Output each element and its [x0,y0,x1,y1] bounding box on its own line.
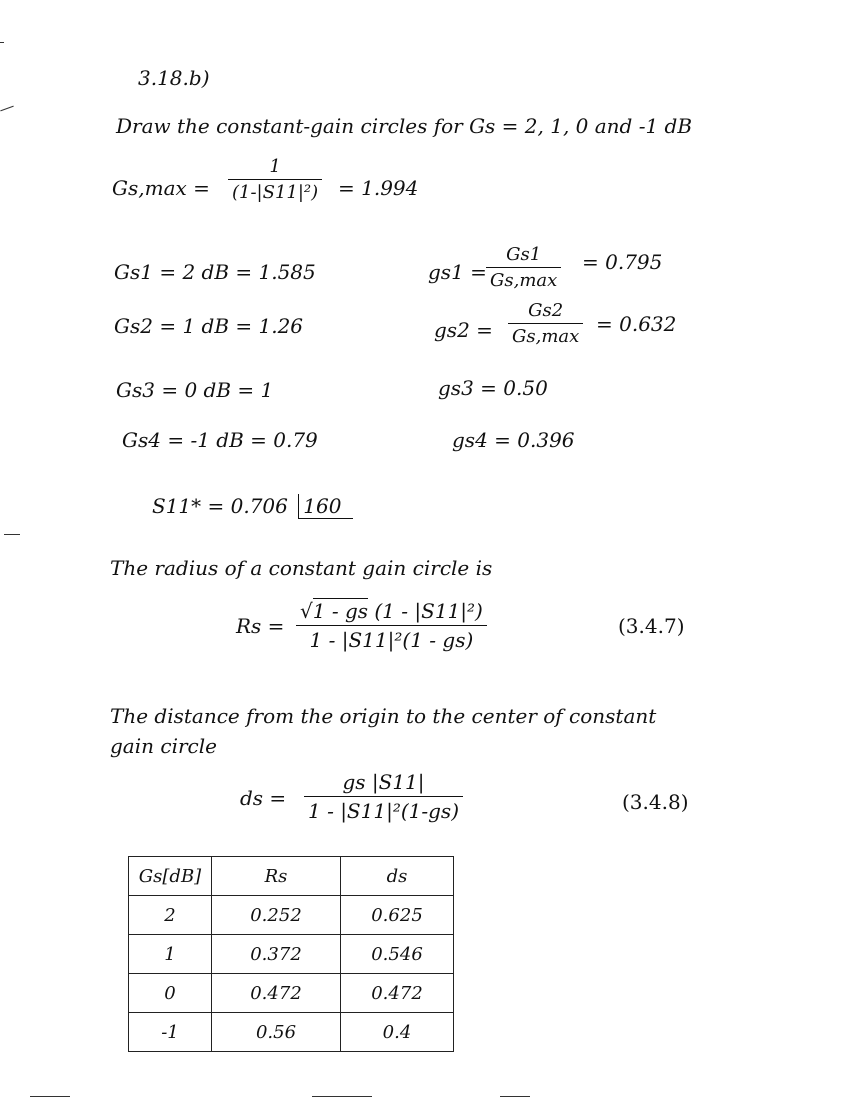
radius-eq-fraction [296,598,487,652]
gs1-equation: Gs1 = 2 dB = 1.585 [114,260,316,284]
gs1-ratio-denominator: Gs,max [490,270,558,291]
cell-rs: 0.252 [212,896,341,935]
cell-gs: 0 [129,974,212,1013]
gs2-ratio-numerator: Gs2 [528,300,564,321]
radius-eq-numerator-rest: (1 - |S11|²) [374,599,483,623]
cell-ds: 0.472 [341,974,454,1013]
cell-rs: 0.372 [212,935,341,974]
s11-conjugate [152,494,353,518]
cell-rs: 0.472 [212,974,341,1013]
gs2-equation: Gs2 = 1 dB = 1.26 [114,314,304,338]
gs-max-numerator: 1 [269,156,281,177]
gs-max-lhs: Gs,max = [112,176,210,200]
cell-rs: 0.56 [212,1013,341,1052]
table-row [129,896,454,935]
table-row [129,974,454,1013]
cell-ds: 0.625 [341,896,454,935]
distance-eq-fraction [304,770,463,823]
gs-max-denominator: (1-|S11|²) [232,182,319,203]
distance-eq-number: (3.4.8) [622,790,689,814]
scan-speck [4,534,20,535]
cell-ds: 0.546 [341,935,454,974]
table-header-row [129,857,454,896]
cell-gs: 2 [129,896,212,935]
table-row [129,935,454,974]
s11-conjugate-angle: 160 [298,494,353,519]
results-table [128,856,454,1052]
gs2-ratio-lhs: gs2 = [434,318,493,342]
header-gs-db: Gs[dB] [129,857,212,896]
scan-speck [30,1096,70,1097]
header-ds: ds [341,857,454,896]
gs4-equation: Gs4 = -1 dB = 0.79 [122,428,318,452]
radius-eq-denominator: 1 - |S11|²(1 - gs) [309,628,474,652]
radius-eq-number: (3.4.7) [618,614,685,638]
radius-eq-lhs: Rs = [236,614,285,638]
gs-max-result: = 1.994 [338,176,419,200]
gs4-ratio: gs4 = 0.396 [452,428,575,452]
sqrt-symbol: √ [300,599,313,623]
radius-eq-sqrt-content: 1 - gs [312,599,369,623]
gs1-ratio-result: = 0.795 [582,250,663,274]
gs1-ratio-numerator: Gs1 [506,244,542,265]
table-row [129,1013,454,1052]
cell-gs: 1 [129,935,212,974]
gs3-equation: Gs3 = 0 dB = 1 [116,378,274,402]
radius-eq-numerator [296,598,487,625]
gs1-ratio-lhs: gs1 = [428,260,487,284]
distance-eq-lhs: ds = [240,786,287,810]
s11-conjugate-value: S11* = 0.706 [152,494,288,518]
gs1-ratio-fraction [486,244,561,291]
gs2-ratio-denominator: Gs,max [512,326,580,347]
scan-speck [500,1096,530,1097]
distance-intro-line2: gain circle [110,734,217,758]
gs-max-fraction [228,156,322,203]
scan-speck [312,1096,372,1097]
distance-eq-denominator: 1 - |S11|²(1-gs) [308,799,459,823]
distance-intro-line1: The distance from the origin to the center of constant [110,704,657,728]
gs2-ratio-result: = 0.632 [596,312,677,336]
gs2-ratio-fraction [508,300,583,347]
distance-eq-numerator: gs |S11| [342,770,425,794]
problem-label: 3.18.b) [138,66,210,90]
radius-intro-text: The radius of a constant gain circle is [110,556,493,580]
scan-speck [0,42,4,43]
cell-ds: 0.4 [341,1013,454,1052]
gs3-ratio: gs3 = 0.50 [438,376,548,400]
scan-speck [0,106,13,112]
instruction-text: Draw the constant-gain circles for Gs = 2, 1, 0 and -1 dB [116,114,693,138]
header-rs: Rs [212,857,341,896]
cell-gs: -1 [129,1013,212,1052]
